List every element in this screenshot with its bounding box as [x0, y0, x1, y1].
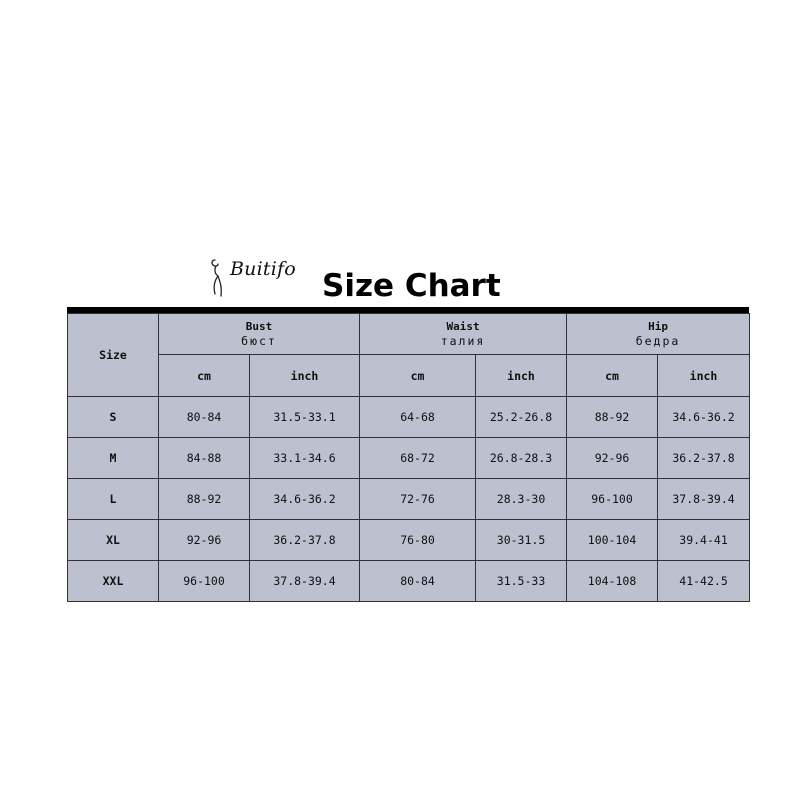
- table-cell: 26.8-28.3: [476, 438, 567, 479]
- table-cell: 34.6-36.2: [250, 479, 360, 520]
- table-cell: 25.2-26.8: [476, 397, 567, 438]
- size-label: M: [68, 438, 159, 479]
- table-cell: 34.6-36.2: [658, 397, 750, 438]
- group-header-bust: [159, 314, 360, 355]
- table-cell: 36.2-37.8: [250, 520, 360, 561]
- table-row: [68, 561, 750, 602]
- group-label-en: Hip: [648, 320, 668, 333]
- unit-header: cm: [159, 355, 250, 397]
- table-cell: 92-96: [567, 438, 658, 479]
- group-header-waist: [360, 314, 567, 355]
- table-body: [68, 314, 750, 602]
- group-label-ru: бюст: [241, 334, 277, 348]
- table-cell: 104-108: [567, 561, 658, 602]
- table-cell: 88-92: [567, 397, 658, 438]
- unit-header: inch: [250, 355, 360, 397]
- table-row: [68, 520, 750, 561]
- page-title: Size Chart: [322, 268, 501, 304]
- table-row: [68, 397, 750, 438]
- group-label-en: Waist: [446, 320, 480, 333]
- table-cell: 37.8-39.4: [658, 479, 750, 520]
- unit-header: cm: [567, 355, 658, 397]
- table-cell: 31.5-33.1: [250, 397, 360, 438]
- table-cell: 28.3-30: [476, 479, 567, 520]
- brand-logo: [206, 256, 316, 300]
- size-label: S: [68, 397, 159, 438]
- table-cell: 100-104: [567, 520, 658, 561]
- group-label-en: Bust: [245, 320, 273, 333]
- unit-header: inch: [476, 355, 567, 397]
- unit-header-row: [68, 355, 750, 397]
- table-cell: 84-88: [159, 438, 250, 479]
- table-cell: 39.4-41: [658, 520, 750, 561]
- table-cell: 80-84: [159, 397, 250, 438]
- dress-silhouette-icon: [206, 256, 232, 300]
- group-label-ru: бедра: [635, 334, 681, 348]
- size-table: [67, 313, 750, 602]
- table-cell: 72-76: [360, 479, 476, 520]
- table-cell: 68-72: [360, 438, 476, 479]
- table-cell: 41-42.5: [658, 561, 750, 602]
- table-cell: 37.8-39.4: [250, 561, 360, 602]
- table-cell: 36.2-37.8: [658, 438, 750, 479]
- table-cell: 30-31.5: [476, 520, 567, 561]
- table-cell: 96-100: [159, 561, 250, 602]
- size-column-header: Size: [68, 314, 159, 397]
- size-label: XXL: [68, 561, 159, 602]
- table-cell: 80-84: [360, 561, 476, 602]
- table-cell: 31.5-33: [476, 561, 567, 602]
- group-label-ru: талия: [440, 334, 486, 348]
- table-cell: 33.1-34.6: [250, 438, 360, 479]
- size-label: L: [68, 479, 159, 520]
- table-row: [68, 479, 750, 520]
- table-cell: 88-92: [159, 479, 250, 520]
- unit-header: inch: [658, 355, 750, 397]
- size-label: XL: [68, 520, 159, 561]
- table-cell: 76-80: [360, 520, 476, 561]
- table-cell: 96-100: [567, 479, 658, 520]
- brand-name: Buitifo: [230, 258, 296, 280]
- unit-header: cm: [360, 355, 476, 397]
- table-cell: 92-96: [159, 520, 250, 561]
- group-header-row: [68, 314, 750, 355]
- group-header-hip: [567, 314, 750, 355]
- table-cell: 64-68: [360, 397, 476, 438]
- table-row: [68, 438, 750, 479]
